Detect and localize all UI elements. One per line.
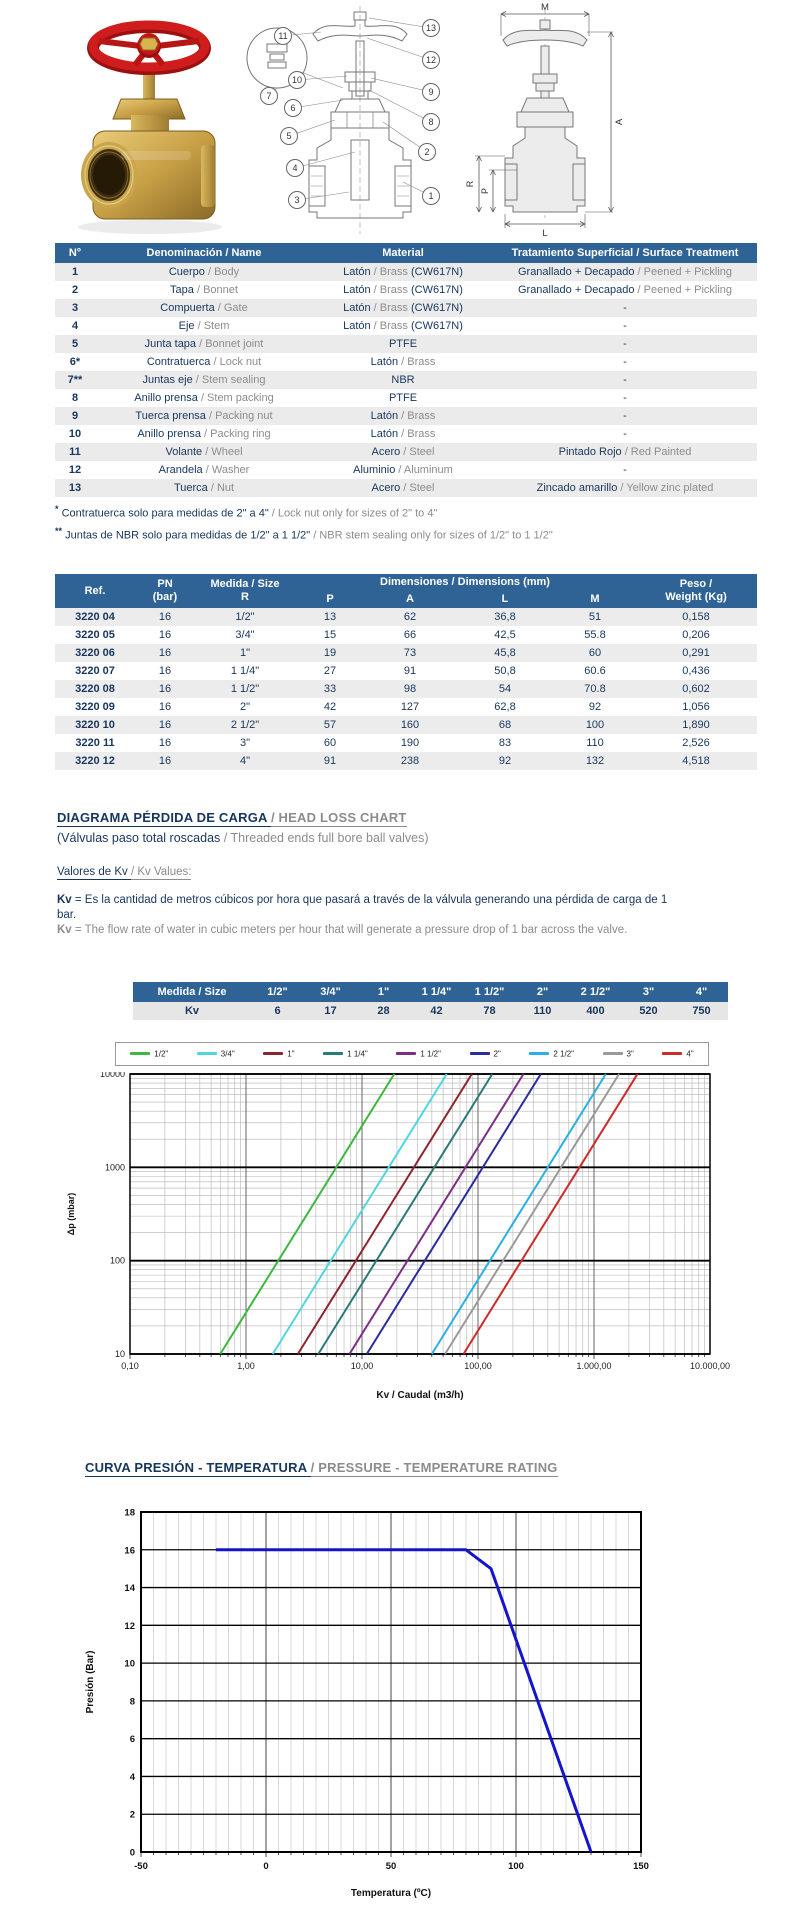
svg-text:16: 16 [124,1545,135,1557]
table-row: 7** Juntas eje / Stem sealing NBR - [55,371,757,389]
svg-text:6: 6 [129,1734,135,1746]
table-row: 6* Contratuerca / Lock nut Latón / Brass - [69,355,627,368]
kv-definition-es: Kv = Es la cantidad de metros cúbicos por hora que pasará a través de la válvula generando una pérdida de carga de 1 bar. [57,894,668,921]
table-row: 3220 05 16 3/4" 15 66 42,5 55.8 0,206 [75,629,710,641]
svg-text:8: 8 [428,117,434,127]
col-a: A [365,591,455,608]
svg-text:4: 4 [129,1771,135,1783]
svg-text:0: 0 [263,1861,269,1872]
dims-header-row1 [55,574,757,591]
svg-text:100: 100 [508,1861,524,1872]
legend-swatch [197,1052,217,1055]
col-num: N° [55,243,95,263]
legend-item: 1 1/4" [323,1045,368,1063]
svg-text:1.000,00: 1.000,00 [576,1361,612,1371]
svg-text:14: 14 [124,1583,135,1595]
headloss-plot [60,1072,760,1417]
svg-text:1,00: 1,00 [237,1361,255,1371]
kv-values-heading: Valores de Kv / Kv Values: [57,866,192,878]
table-row: 5 Junta tapa / Bonnet joint PTFE - [55,335,757,353]
legend-swatch [323,1052,343,1055]
svg-text:150: 150 [633,1861,649,1872]
svg-text:0,10: 0,10 [121,1361,139,1371]
legend-item: 3" [603,1045,634,1063]
svg-text:10: 10 [291,75,303,85]
dimension-diagram [465,0,635,240]
table-row: 2 Tapa / Bonnet Latón / Brass (CW617N) Granallado + Decapado / Peened + Pickling [71,283,733,296]
parts-table-header [55,243,757,263]
svg-text:18: 18 [124,1507,135,1519]
kv-table [133,982,728,1020]
table-row: 3220 12 16 4" 91 238 92 132 4,518 [55,752,757,770]
svg-text:10.000,00: 10.000,00 [689,1361,731,1371]
svg-text:1: 1 [428,191,434,201]
col-p: P [295,591,365,608]
pt-heading: CURVA PRESIÓN - TEMPERATURA / PRESSURE - TEMPERATURE RATING [85,1460,558,1475]
dimensions-table [55,574,757,770]
pt-chart [75,1492,735,1909]
svg-text:12: 12 [425,55,437,65]
col-dimensions: Dimensiones / Dimensions (mm) [295,574,635,591]
table-row: 3 Compuerta / Gate Latón / Brass (CW617N) - [55,299,757,317]
kv-definition [57,893,669,938]
table-row: 8 Anillo prensa / Stem packing PTFE - [71,391,627,404]
svg-text:0: 0 [129,1847,135,1859]
product-photo [55,5,235,237]
headloss-heading-block [57,810,757,845]
legend-swatch [263,1052,283,1055]
svg-text:3: 3 [294,195,300,205]
cross-section-diagram [235,0,465,240]
svg-text:A: A [614,118,625,126]
svg-text:11: 11 [278,31,288,41]
svg-text:12: 12 [124,1620,135,1632]
table-row: 3220 07 16 1 1/4" 27 91 50,8 60.6 0,436 [75,665,710,677]
svg-text:R: R [465,180,475,188]
headloss-chart [60,1042,760,1417]
legend-swatch [396,1052,416,1055]
svg-text:13: 13 [425,23,437,33]
col-pn: PN (bar) [135,574,195,608]
footnotes [55,501,757,544]
svg-text:10,00: 10,00 [350,1361,374,1371]
svg-text:100: 100 [109,1255,125,1266]
svg-text:M: M [541,2,549,13]
svg-text:Kv / Caudal (m3/h): Kv / Caudal (m3/h) [376,1390,464,1401]
svg-text:Temperatura (ºC): Temperatura (ºC) [350,1888,432,1899]
svg-text:5: 5 [286,131,292,141]
svg-text:Presión (Bar): Presión (Bar) [85,1650,96,1714]
svg-text:10: 10 [124,1658,135,1670]
svg-text:4: 4 [292,163,298,173]
svg-text:P: P [480,187,490,195]
col-l: L [455,591,555,608]
table-row: 3220 04 16 1/2" 13 62 36,8 51 0,158 [55,608,757,626]
svg-text:100,00: 100,00 [464,1361,492,1371]
col-weight: Peso / Weight (Kg) [635,574,757,608]
svg-text:-50: -50 [134,1861,148,1872]
svg-text:Δp (mbar): Δp (mbar) [66,1192,76,1236]
footnote: * Contratuerca solo para medidas de 2" a 4" / Lock nut only for sizes of 2" to 4" [55,504,438,520]
chart-legend [115,1042,709,1066]
legend-item: 2 1/2" [529,1045,574,1063]
svg-text:6: 6 [290,103,296,113]
col-material: Material [313,243,493,263]
col-m: M [555,591,635,608]
dimensions-section [55,574,757,770]
legend-item: 2" [470,1045,501,1063]
footnote: ** Juntas de NBR solo para medidas de 1/2" a 1 1/2" / NBR stem sealing only for sizes of 1/2" to 1 1/2" [55,525,553,542]
svg-text:10000: 10000 [99,1072,125,1079]
legend-swatch [130,1052,150,1055]
svg-text:1000: 1000 [104,1162,125,1173]
table-row: 3220 11 16 3" 60 190 83 110 2,526 [75,737,710,749]
svg-text:10: 10 [114,1349,125,1359]
svg-text:50: 50 [385,1861,397,1872]
table-row: 3220 09 16 2" 42 127 62,8 92 1,056 [75,701,710,713]
table-row: 11 Volante / Wheel Acero / Steel Pintado Rojo / Red Painted [55,443,757,461]
legend-swatch [470,1052,490,1055]
legend-swatch [603,1052,623,1055]
table-row: 13 Tuerca / Nut Acero / Steel Zincado amarillo / Yellow zinc plated [55,479,757,497]
legend-item: 1" [263,1045,294,1063]
headloss-title: DIAGRAMA PÉRDIDA DE CARGA / HEAD LOSS CHART [57,810,407,825]
kv-header-row: Medida / Size 1/2" 3/4" 1" 1 1/4" 1 1/2" 2" 2 1/2" 3" 4" [133,982,728,1002]
table-row: 10 Anillo prensa / Packing ring Latón / Brass - [68,427,627,440]
legend-item: 3/4" [197,1045,235,1063]
svg-text:7: 7 [266,91,272,101]
legend-item: 1/2" [130,1045,168,1063]
col-ref: Ref. [55,574,135,608]
svg-text:2: 2 [424,147,430,157]
table-row: 12 Arandela / Washer Aluminio / Aluminum - [68,463,627,476]
col-treatment: Tratamiento Superficial / Surface Treatment [493,243,757,263]
legend-item: 4" [662,1045,693,1063]
headloss-subtitle: (Válvulas paso total roscadas / Threaded ends full bore ball valves) [57,831,429,845]
legend-item: 1 1/2" [396,1045,441,1063]
table-row: 3220 08 16 1 1/2" 33 98 54 70.8 0,602 [55,680,757,698]
col-size: Medida / Size R [195,574,295,608]
table-row: 4 Eje / Stem Latón / Brass (CW617N) - [71,319,627,332]
legend-swatch [529,1052,549,1055]
kv-table-section [133,982,728,1020]
col-name: Denominación / Name [95,243,313,263]
svg-text:9: 9 [428,87,434,97]
table-row: 9 Tuerca prensa / Packing nut Latón / Brass - [55,407,757,425]
table-row: 1 Cuerpo / Body Latón / Brass (CW617N) Granallado + Decapado / Peened + Pickling [55,263,757,281]
pt-plot [75,1492,735,1909]
parts-table [55,243,757,497]
svg-text:8: 8 [129,1696,135,1708]
svg-text:L: L [542,228,548,239]
table-row: 3220 10 16 2 1/2" 57 160 68 100 1,890 [55,716,757,734]
legend-swatch [662,1052,682,1055]
kv-values-row: Kv 6 17 28 42 78 110 400 520 750 [133,1002,728,1020]
svg-text:2: 2 [129,1809,135,1821]
table-row: 3220 06 16 1" 19 73 45,8 60 0,291 [55,644,757,662]
parts-section [55,243,757,544]
kv-definition-en: Kv = The flow rate of water in cubic meters per hour that will generate a pressure drop of 1 bar across the valve. [57,924,628,936]
